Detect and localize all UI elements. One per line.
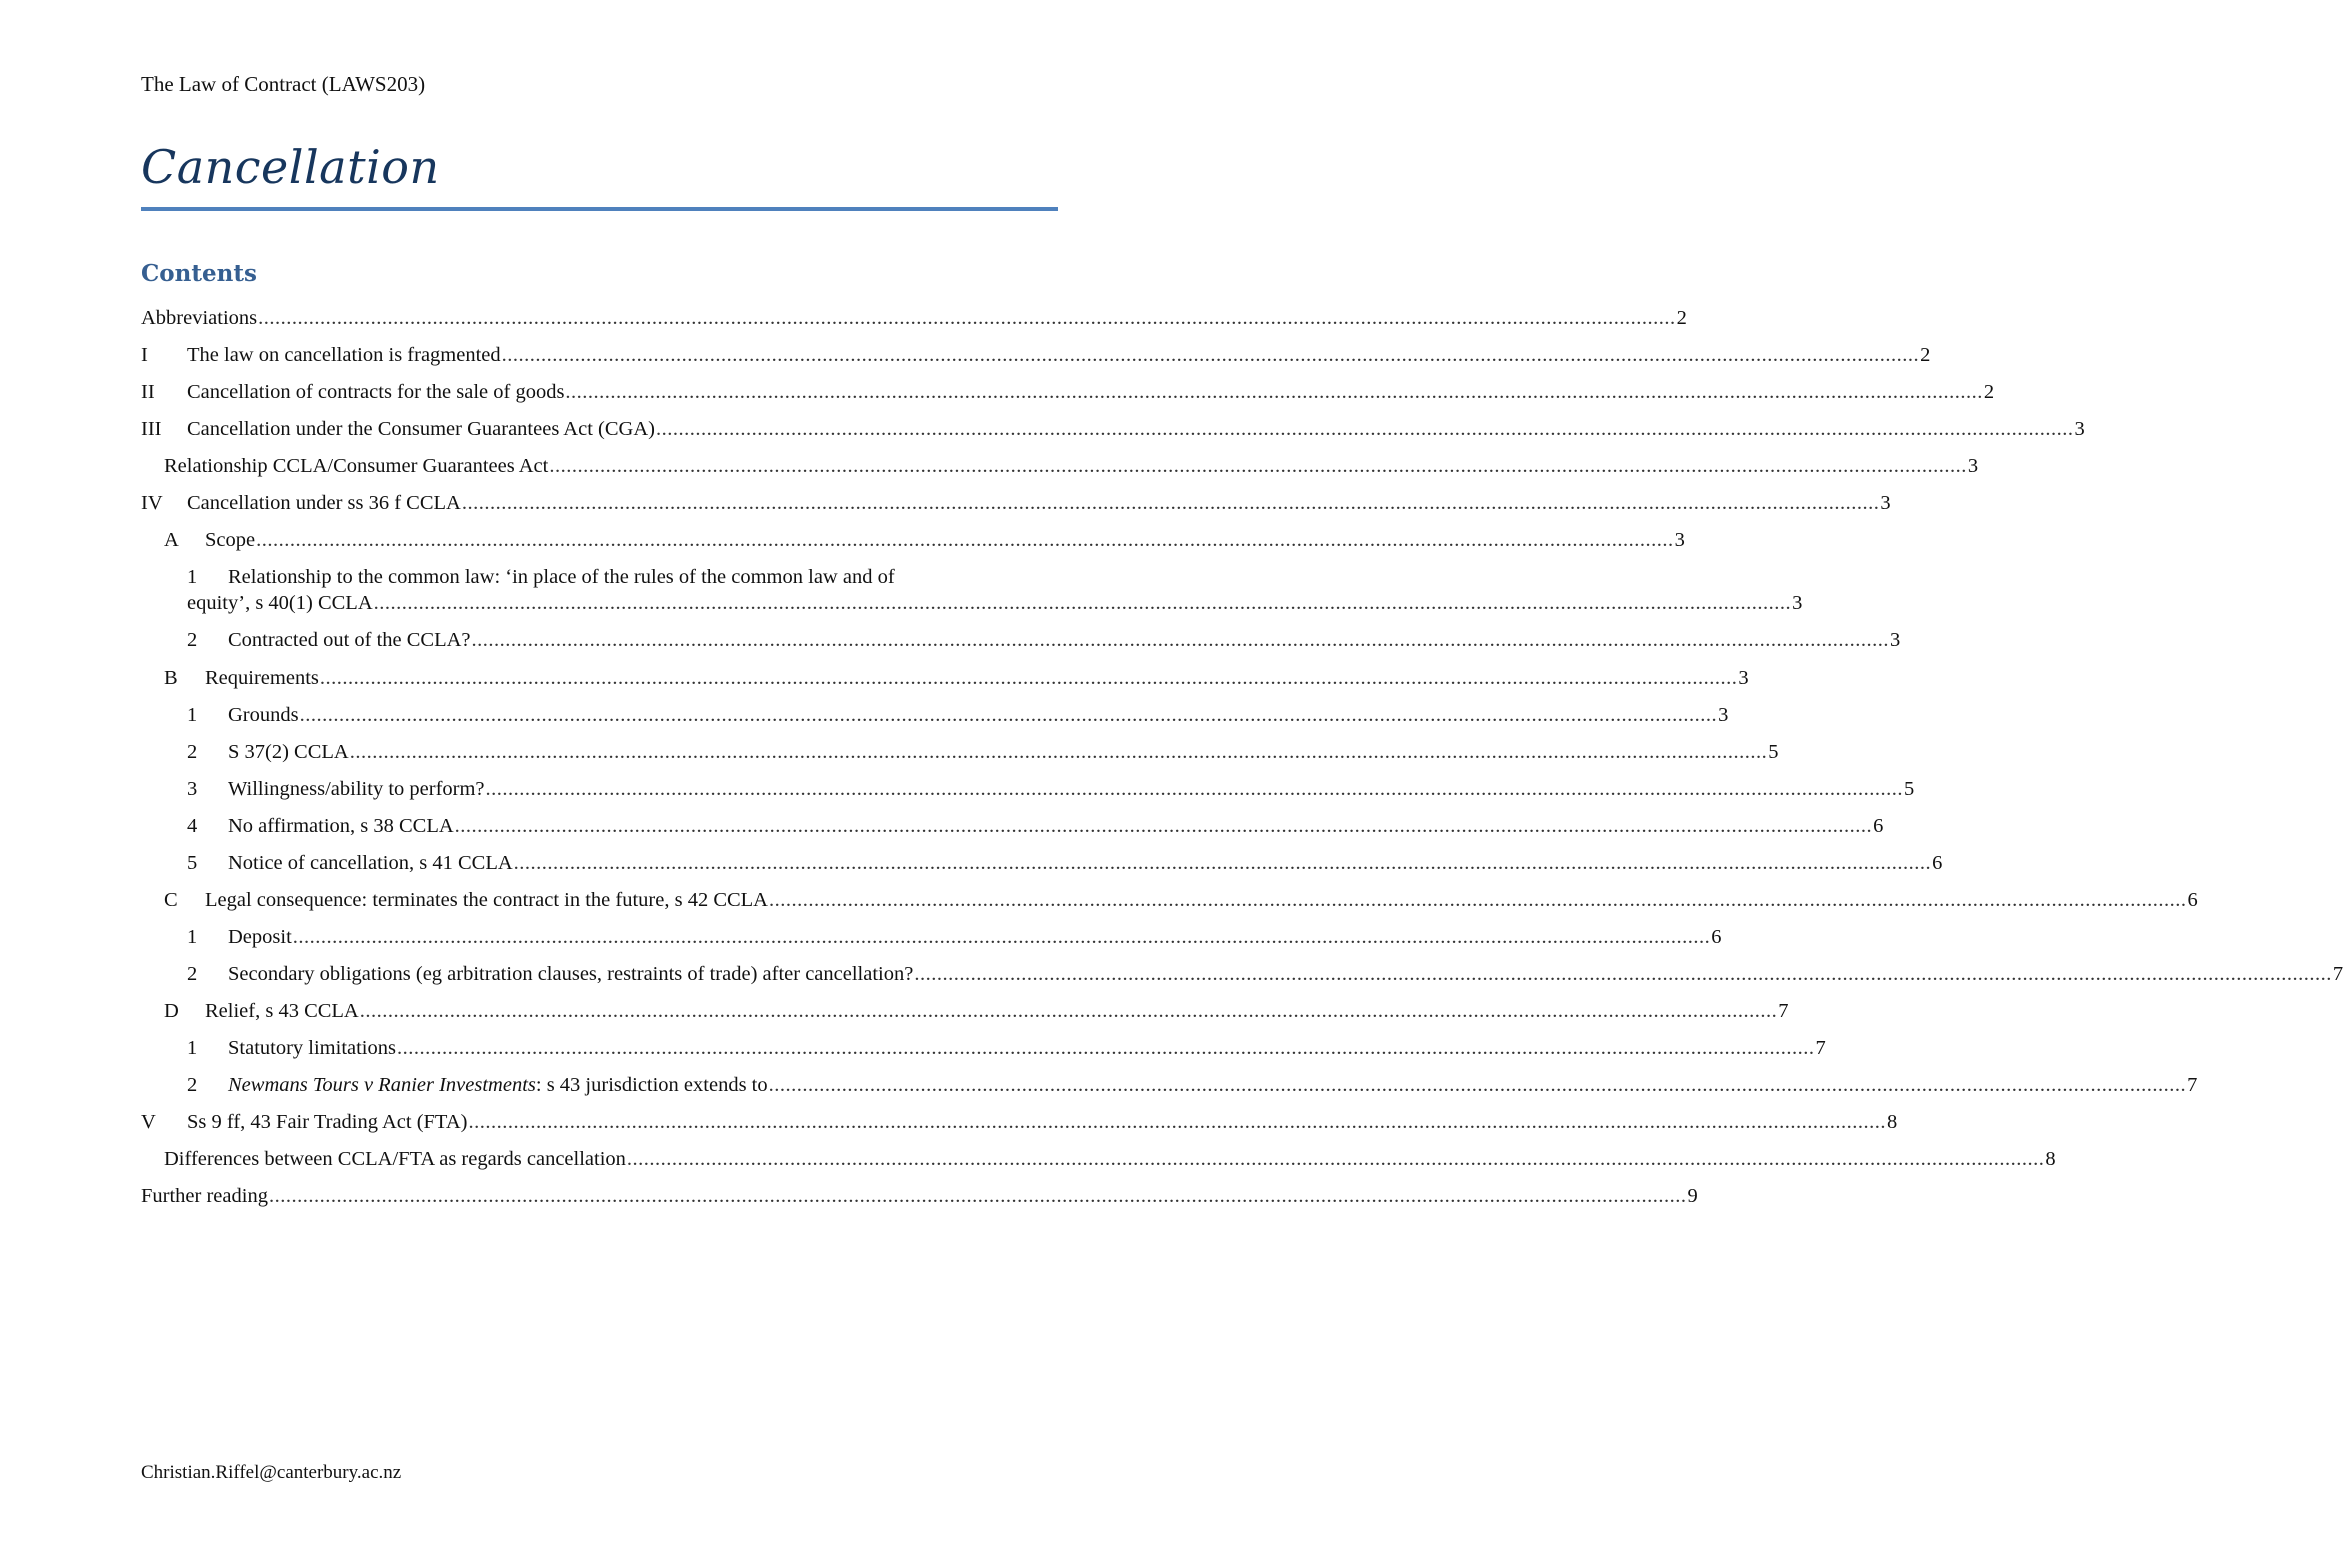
- toc-leader: [300, 702, 1718, 728]
- toc-entry-d-relief[interactable]: [141, 998, 1789, 1024]
- toc-page-number: 3: [2074, 418, 2085, 440]
- toc-leader: [462, 490, 1880, 516]
- toc-entry-c-legal-consequence[interactable]: [141, 887, 2198, 913]
- toc-page-number: 3: [1738, 667, 1749, 689]
- toc-page-number: 3: [1674, 529, 1685, 551]
- toc-page-number: 6: [1932, 852, 1943, 874]
- contents-heading: Contents: [141, 260, 257, 287]
- toc-page-number: 8: [2045, 1148, 2056, 1170]
- toc-entry-part-iii[interactable]: [141, 416, 2085, 442]
- toc-number: III: [141, 418, 162, 440]
- toc-entry-deposit[interactable]: [141, 924, 1722, 950]
- toc-leader: [502, 342, 1920, 368]
- toc-label: Legal consequence: terminates the contract in the future, s 42 CCLA: [205, 889, 768, 911]
- toc-leader: [914, 961, 2332, 987]
- toc-label: S 37(2) CCLA: [228, 741, 349, 763]
- toc-entry-b-requirements[interactable]: [141, 665, 1749, 691]
- toc-label: Cancellation under ss 36 f CCLA: [187, 492, 461, 514]
- toc-page-number: 6: [1711, 926, 1722, 948]
- toc-page-number: 6: [2187, 889, 2198, 911]
- toc-page-number: 2: [1920, 344, 1931, 366]
- toc-page-number: 2: [1983, 381, 1995, 403]
- toc-entry-grounds[interactable]: [141, 702, 1729, 728]
- case-name: Newmans Tours v Ranier Investments: [228, 1074, 536, 1096]
- toc-label: No affirmation, s 38 CCLA: [228, 815, 454, 837]
- toc-leader: [472, 627, 1890, 653]
- toc-number: II: [141, 381, 155, 403]
- toc-number: IV: [141, 492, 163, 514]
- toc-entry-part-iv[interactable]: [141, 490, 1891, 516]
- toc-label: Differences between CCLA/FTA as regards cancellation: [164, 1148, 626, 1170]
- toc-page-number: 3: [1792, 592, 1803, 614]
- toc-label: Deposit: [228, 926, 292, 948]
- toc-entry-relationship-common-law[interactable]: [141, 564, 1803, 616]
- toc-leader: [486, 776, 1904, 802]
- toc-label: Scope: [205, 529, 256, 551]
- toc-label: Requirements: [205, 667, 319, 689]
- toc-label: Further reading: [141, 1185, 268, 1207]
- toc-entry-willingness[interactable]: [141, 776, 1915, 802]
- toc-label: Contracted out of the CCLA?: [228, 629, 471, 651]
- toc-page-number: 7: [2187, 1074, 2198, 1096]
- toc-page-number: 5: [1768, 741, 1779, 763]
- toc-label: Abbreviations: [141, 307, 258, 329]
- toc-entry-abbreviations[interactable]: [141, 305, 1687, 331]
- toc-leader: [565, 379, 1983, 405]
- toc-entry-secondary-obligations[interactable]: [141, 961, 2343, 987]
- toc-leader: [549, 453, 1967, 479]
- toc-leader: [374, 590, 1792, 616]
- toc-number: C: [164, 889, 178, 911]
- toc-number: 1: [187, 704, 198, 726]
- toc-number: 1: [187, 1037, 198, 1059]
- toc-page-number: 7: [2332, 963, 2343, 985]
- toc-leader: [769, 1072, 2187, 1098]
- toc-number: A: [164, 529, 179, 551]
- toc-leader: [320, 665, 1738, 691]
- toc-leader: [258, 305, 1676, 331]
- toc-leader: [769, 887, 2187, 913]
- toc-page-number: 2: [1676, 307, 1687, 329]
- toc-entry-notice-of-cancellation[interactable]: [141, 850, 1943, 876]
- toc-number: 1: [187, 566, 198, 588]
- toc-number: V: [141, 1111, 156, 1133]
- toc-leader: [627, 1146, 2045, 1172]
- toc-leader: [468, 1109, 1886, 1135]
- toc-entry-s37-2[interactable]: [141, 739, 1779, 765]
- toc-entry-no-affirmation[interactable]: [141, 813, 1884, 839]
- toc-entry-differences-ccla-fta[interactable]: [141, 1146, 2056, 1172]
- toc-page-number: 5: [1904, 778, 1915, 800]
- toc-label: Secondary obligations (eg arbitration clauses, restraints of trade) after cancellation?: [228, 963, 914, 985]
- toc-leader: [256, 527, 1674, 553]
- toc-number: 4: [187, 815, 198, 837]
- toc-entry-statutory-limitations[interactable]: [141, 1035, 1826, 1061]
- toc-leader: [293, 924, 1711, 950]
- toc-number: 2: [187, 629, 198, 651]
- toc-label: Relationship CCLA/Consumer Guarantees Act: [164, 455, 549, 477]
- toc-label: Cancellation under the Consumer Guarantees Act (CGA): [187, 418, 655, 440]
- toc-entry-contracted-out[interactable]: [141, 627, 1901, 653]
- toc-label: Grounds: [228, 704, 299, 726]
- toc-label-line2: equity’, s 40(1) CCLA: [187, 592, 373, 614]
- toc-page-number: 7: [1815, 1037, 1826, 1059]
- title-underline: [141, 207, 1058, 211]
- toc-label: Statutory limitations: [228, 1037, 396, 1059]
- toc-entry-a-scope[interactable]: [141, 527, 1685, 553]
- toc-label: [228, 1072, 768, 1098]
- toc-label: Relief, s 43 CCLA: [205, 1000, 359, 1022]
- toc-entry-newmans-tours[interactable]: [141, 1072, 2198, 1098]
- toc-page-number: 8: [1886, 1111, 1898, 1133]
- toc-number: B: [164, 667, 178, 689]
- toc-leader: [350, 739, 1768, 765]
- toc-number: 2: [187, 1074, 198, 1096]
- toc-entry-part-ii[interactable]: [141, 379, 1995, 405]
- toc-number: 3: [187, 778, 198, 800]
- toc-leader: [455, 813, 1873, 839]
- toc-label: The law on cancellation is fragmented: [187, 344, 501, 366]
- footer-email: Christian.Riffel@canterbury.ac.nz: [141, 1462, 402, 1483]
- toc-page-number: 7: [1778, 1000, 1789, 1022]
- toc-label: Willingness/ability to perform?: [228, 778, 485, 800]
- toc-leader: [269, 1183, 1687, 1209]
- toc-label-rest: : s 43 jurisdiction extends to: [535, 1074, 768, 1096]
- toc-page-number: 3: [1890, 629, 1901, 651]
- toc-label-line1: Relationship to the common law: ‘in place of the rules of the common law and of: [228, 566, 895, 588]
- toc-number: 2: [187, 963, 198, 985]
- toc-leader: [360, 998, 1778, 1024]
- toc-leader: [514, 850, 1932, 876]
- toc-page-number: 9: [1687, 1185, 1698, 1207]
- toc-entry-part-v[interactable]: [141, 1109, 1898, 1135]
- running-header: The Law of Contract (LAWS203): [141, 72, 426, 96]
- toc-label: Ss 9 ff, 43 Fair Trading Act (FTA): [187, 1111, 468, 1133]
- toc-entry-part-i[interactable]: [141, 342, 1931, 368]
- toc-page-number: 3: [1880, 492, 1891, 514]
- toc-label: Notice of cancellation, s 41 CCLA: [228, 852, 513, 874]
- toc-entry-further-reading[interactable]: [141, 1183, 1698, 1209]
- toc-number: 2: [187, 741, 198, 763]
- toc-page-number: 3: [1967, 455, 1979, 477]
- toc-number: 5: [187, 852, 198, 874]
- toc-number: 1: [187, 926, 198, 948]
- toc-label: Cancellation of contracts for the sale of goods: [187, 381, 565, 403]
- toc-number: D: [164, 1000, 179, 1022]
- toc-leader: [397, 1035, 1815, 1061]
- toc-page-number: 6: [1873, 815, 1884, 837]
- toc-leader: [656, 416, 2074, 442]
- document-title: Cancellation: [141, 140, 440, 194]
- toc-entry-relationship-ccla-cga[interactable]: [141, 453, 1979, 479]
- toc-page-number: 3: [1718, 704, 1729, 726]
- toc-number: I: [141, 344, 148, 366]
